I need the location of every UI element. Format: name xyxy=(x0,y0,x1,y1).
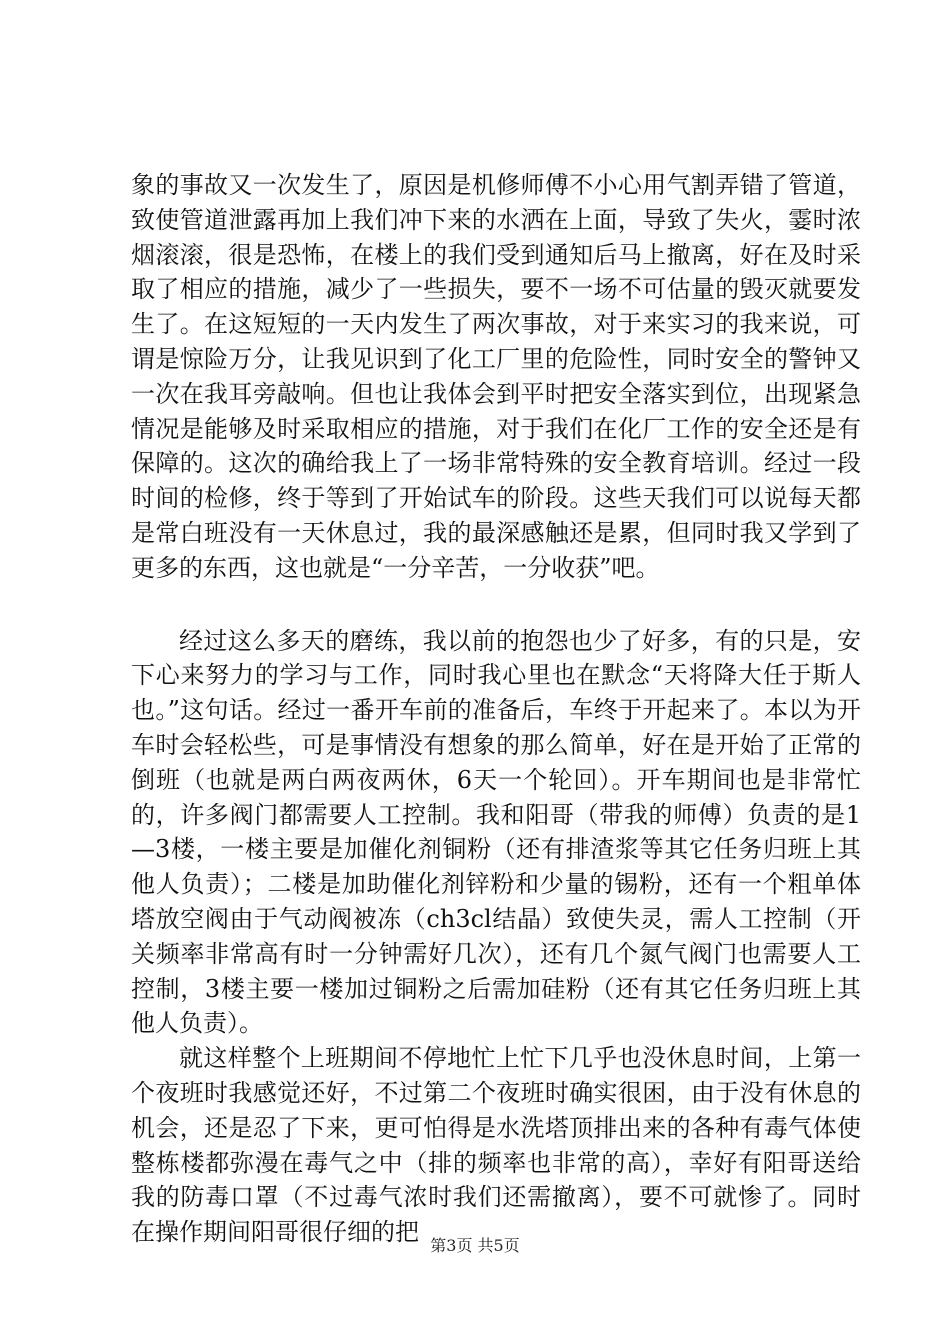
paragraph-1: 象的事故又一次发生了，原因是机修师傅不小心用气割弄错了管道，致使管道泄露再加上我们冲下来的水洒在上面，导致了失火，霎时浓烟滚滚，很是恐怖，在楼上的我们受到通知后马上撤离，好在及时采取了相应的措施，减少了一些损失，要不一场不可估量的毁灭就要发生了。在这短短的一天内发生了两次事故，对于来实习的我来说，可谓是惊险万分，让我见识到了化工厂里的危险性，同时安全的警钟又一次在我耳旁敲响。但也让我体会到平时把安全落实到位，出现紧急情况是能够及时采取相应的措施，对于我们在化厂工作的安全还是有保障的。这次的确给我上了一场非常特殊的安全教育培训。经过一段时间的检修，终于等到了开始试车的阶段。这些天我们可以说每天都是常白班没有一天休息过，我的最深感触还是累，但同时我又学到了更多的东西，这也就是“一分辛苦，一分收获”吧。 xyxy=(131,171,861,582)
page-footer: 第3页 共5页 xyxy=(430,1236,520,1255)
paragraph-spacer xyxy=(131,586,861,624)
paragraph-3: 就这样整个上班期间不停地忙上忙下几乎也没休息时间，上第一个夜班时我感觉还好，不过第二个夜班时确实很困，由于没有休息的机会，还是忍了下来，更可怕得是水洗塔顶排出来的各种有毒气体使整栋楼都弥漫在毒气之中（排的频率也非常的高），幸好有阳哥送给我的防毒口罩（不过毒气浓时我们还需撤离），要不可就惨了。同时在操作期间阳哥很仔细的把 xyxy=(131,1044,861,1247)
document-body xyxy=(131,168,861,1250)
paragraph-2: 经过这么多天的磨练，我以前的抱怨也少了好多，有的只是，安下心来努力的学习与工作，同时我心里也在默念“天将降大任于斯人也。”这句话。经过一番开车前的准备后，车终于开起来了。本以为开车时会轻松些，可是事情没有想象的那么简单，好在是开始了正常的倒班（也就是两白两夜两休，6天一个轮回）。开车期间也是非常忙的，许多阀门都需要人工控制。我和阳哥（带我的师傅）负责的是1—3楼，一楼主要是加催化剂铜粉（还有排渣浆等其它任务归班上其他人负责）；二楼是加助催化剂锌粉和少量的锡粉，还有一个粗单体塔放空阀由于气动阀被冻（ch3cl结晶）致使失灵，需人工控制（开关频率非常高有时一分钟需好几次），还有几个氮气阀门也需要人工控制，3楼主要一楼加过铜粉之后需加硅粉（还有其它任务归班上其他人负责）。 xyxy=(131,626,861,1038)
